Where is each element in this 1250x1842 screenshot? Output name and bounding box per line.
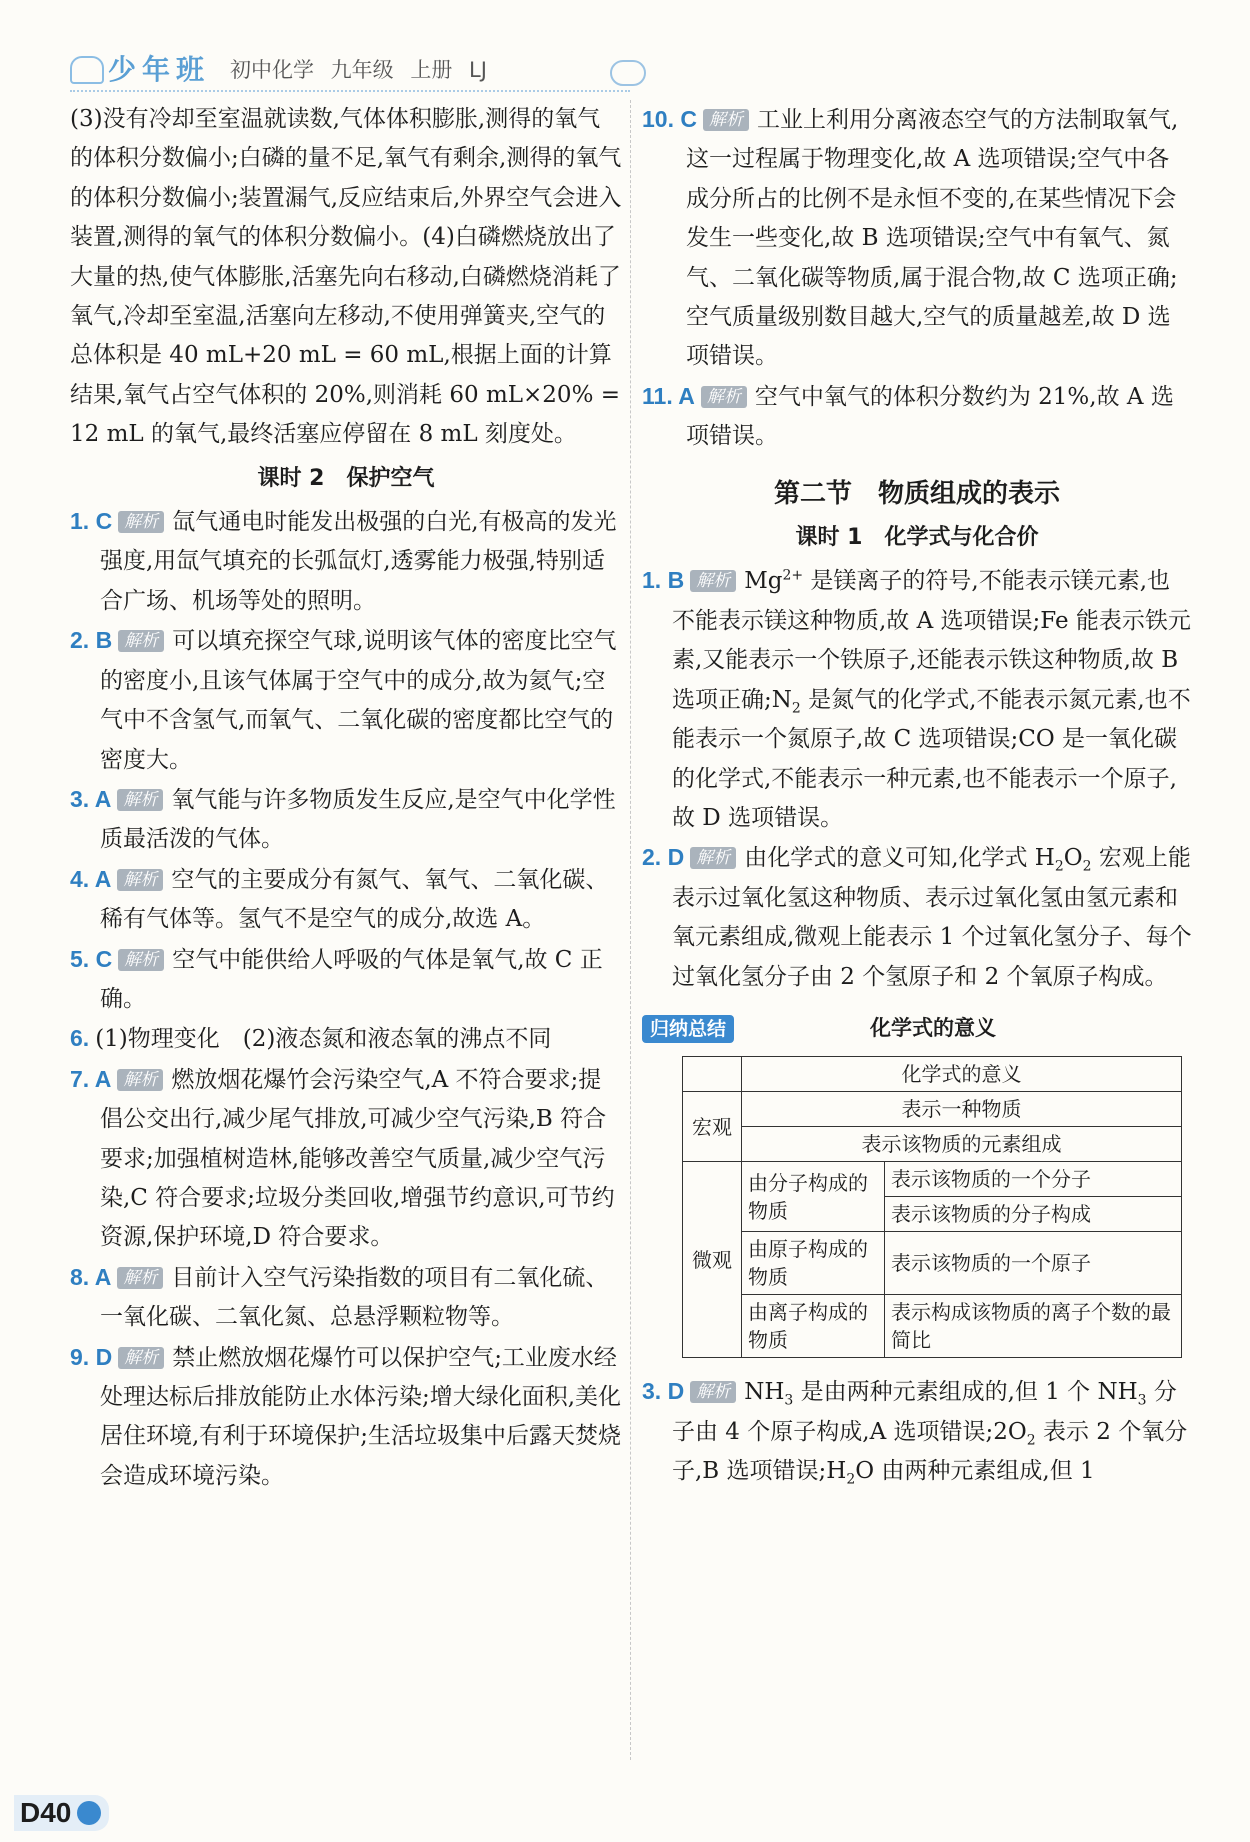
answer-text: 空气中能供给人呼吸的气体是氧气,故 C 正确。 <box>100 946 603 1012</box>
answer-number: 2. D <box>642 844 685 871</box>
analysis-tag: 解析 <box>690 570 736 592</box>
formula-meaning-table <box>682 1056 1182 1358</box>
answer-number: 10. C <box>642 106 697 132</box>
answer-item <box>70 502 622 621</box>
table-cell: 表示该物质的一个分子 <box>885 1162 1182 1197</box>
answer-number: 6. <box>70 1025 90 1052</box>
summary-title: 化学式的意义 <box>870 1015 996 1040</box>
left-column <box>70 100 622 1496</box>
answer-number: 2. B <box>70 627 113 654</box>
summary-badge: 归纳总结 <box>642 1015 734 1043</box>
answer-item <box>70 1060 622 1258</box>
answer-item <box>70 1019 622 1059</box>
column-divider <box>630 100 631 1760</box>
analysis-tag: 解析 <box>117 789 163 811</box>
analysis-tag: 解析 <box>117 869 163 891</box>
answer-item <box>70 940 622 1020</box>
answer-text: 空气的主要成分有氮气、氧气、二氧化碳、稀有气体等。氢气不是空气的成分,故选 A。 <box>100 866 609 933</box>
analysis-tag: 解析 <box>117 1069 163 1091</box>
page-footer <box>14 1795 109 1831</box>
answer-text: 目前计入空气污染指数的项目有二氧化硫、一氧化碳、二氧化氮、总悬浮颗粒物等。 <box>100 1264 609 1331</box>
page-header <box>70 46 630 92</box>
answer-text: 工业上利用分离液态空气的方法制取氧气,这一过程属于物理变化,故 A 选项错误;空气中各成分所占的比例不是永恒不变的,在某些情况下会发生一些变化,故 B 选项错误;空气中有氧气、氮气、二氧化碳等物质,属于混合物,故 C 选项正确;空气质量级别数目越大,空气的质量越差,故 D 选项错误。 <box>686 107 1179 370</box>
table-cell: 表示一种物质 <box>742 1092 1182 1127</box>
table-cell: 表示该物质的分子构成 <box>885 1197 1182 1232</box>
analysis-tag: 解析 <box>703 109 749 131</box>
answer-number: 8. A <box>70 1263 112 1290</box>
answer-text: 可以填充探空气球,说明该气体的密度比空气的密度小,且该气体属于空气中的成分,故为氦气;空气中不含氢气,而氧气、二氧化碳的密度都比空气的密度大。 <box>100 628 617 773</box>
answer-number: 1. C <box>70 508 113 535</box>
section-title: 第二节 物质组成的表示 <box>773 478 1060 509</box>
brand-name: 少年班 <box>108 53 211 86</box>
answer-item: 3. D 解析 $NH_3$ 是由两种元素组成的,但 1 个 $NH_3$ 分子由 4 个原子构成,A 选项错误$;2O_2$ 表示 2 个氧分子,B 选项错误$;H_2O$ 由两种元素组成,但 1 <box>642 1378 1188 1488</box>
answer-item <box>70 621 622 780</box>
answer-text: 空气中氧气的体积分数约为 21%,故 A 选项错误。 <box>686 383 1174 450</box>
answer-number: 9. D <box>70 1343 113 1370</box>
table-cell: 表示该物质的元素组成 <box>742 1127 1182 1162</box>
table-cell: 由离子构成的物质 <box>742 1295 885 1358</box>
analysis-tag: 解析 <box>117 1267 163 1289</box>
header-divider <box>70 90 630 92</box>
answer-item <box>70 1338 622 1497</box>
table-cell: 宏观 <box>683 1092 742 1162</box>
answer-item: 1. B 解析 $Mg^{2+}$ 是镁离子的符号,不能表示镁元素,也不能表示镁这种物质,故 A 选项错误;Fe 能表示铁元素,又能表示一个铁原子,还能表示铁这种物质,故 B 选项正确$;N_2$ 是氮气的化学式,不能表示氮元素,也不能表示一个氮原子,故 C 选项错误;CO 是一氧化碳的化学式,不能表示一种元素,也不能表示一个原子,故 D 选项错误。 <box>642 567 1191 831</box>
answer-text: 禁止燃放烟花爆竹可以保护空气;工业废水经处理达标后排放能防止水体污染;增大绿化面积,美化居住环境,有利于环境保护;生活垃圾集中后露天焚烧会造成环境污染。 <box>100 1344 622 1489</box>
answer-item <box>70 860 622 940</box>
intro-paragraph: (3)没有冷却至室温就读数,气体体积膨胀,测得的氧气的体积分数偏小;白磷的量不足,氧气有剩余,测得的氧气的体积分数偏小;装置漏气,反应结束后,外界空气会进入装置,测得的氧气的体积分数偏小。(4)白磷燃烧放出了大量的热,使气体膨胀,活塞先向右移动,白磷燃烧消耗了氧气,冷却至室温,活塞向左移动,不使用弹簧夹,空气的总体积是 40 mL+20 mL = 60 mL,根据上面的计算结果,氧气占空气体积的 20%,则消耗 60 mL×20% = 12 mL 的氧气,最终活塞应停留在 8 mL 刻度处。 <box>70 106 622 448</box>
analysis-tag: 解析 <box>701 386 747 408</box>
analysis-tag: 解析 <box>118 511 164 533</box>
answer-text: 氧气能与许多物质发生反应,是空气中化学性质最活泼的气体。 <box>100 786 616 853</box>
answer-item <box>70 780 622 860</box>
page-number: D40 <box>20 1797 72 1828</box>
answer-number: 4. A <box>70 865 112 892</box>
table-cell: 表示构成该物质的离子个数的最简比 <box>885 1295 1182 1358</box>
brand-logo-icon <box>70 56 104 84</box>
table-cell: 由原子构成的物质 <box>742 1232 885 1295</box>
answer-number: 7. A <box>70 1065 112 1092</box>
analysis-tag: 解析 <box>690 847 736 869</box>
analysis-tag: 解析 <box>118 1347 164 1369</box>
answer-item <box>642 377 1192 457</box>
lesson-title: 课时 2 保护空气 <box>257 465 435 491</box>
analysis-tag: 解析 <box>690 1381 736 1403</box>
table-cell <box>683 1057 742 1092</box>
answer-number: 1. B <box>642 567 685 594</box>
book-info: 初中化学 九年级 上册 LJ <box>230 58 487 82</box>
table-cell: 表示该物质的一个原子 <box>885 1232 1182 1295</box>
answer-item: 2. D 解析 由化学式的意义可知,化学式 $H_2O_2$ 宏观上能表示过氧化氢这种物质、表示过氧化氢由氢元素和氧元素组成,微观上能表示 1 个过氧化氢分子、每个过氧化氢分子由 2 个氢原子和 2 个氧原子构成。 <box>642 844 1192 990</box>
analysis-tag: 解析 <box>118 630 164 652</box>
answer-text: (1)物理变化 (2)液态氮和液态氧的沸点不同 <box>95 1026 552 1053</box>
analysis-tag: 解析 <box>118 949 164 971</box>
summary-header <box>642 1009 1192 1048</box>
answer-number: 11. A <box>642 382 695 409</box>
right-column <box>642 100 1192 1492</box>
answer-text: 燃放烟花爆竹会污染空气,A 不符合要求;提倡公交出行,减少尾气排放,可减少空气污染,B 符合要求;加强植树造林,能够改善空气质量,减少空气污染,C 符合要求;垃圾分类回收,增强节约意识,可节约资源,保护环境,D 符合要求。 <box>100 1066 615 1251</box>
answer-number: 5. C <box>70 945 113 972</box>
table-header: 化学式的意义 <box>742 1057 1182 1092</box>
table-cell: 微观 <box>683 1162 742 1358</box>
answer-item <box>70 1258 622 1338</box>
answer-number: 3. D <box>642 1378 685 1405</box>
answer-number: 3. A <box>70 785 112 812</box>
answer-text: 氙气通电时能发出极强的白光,有极高的发光强度,用氙气填充的长弧氙灯,透雾能力极强,特别适合广场、机场等处的照明。 <box>100 509 617 614</box>
table-cell: 由分子构成的物质 <box>742 1162 885 1232</box>
lesson-title: 课时 1 化学式与化合价 <box>795 525 1039 551</box>
globe-icon <box>77 1801 101 1825</box>
cloud-decoration-icon <box>610 60 646 86</box>
answer-item <box>642 100 1192 377</box>
